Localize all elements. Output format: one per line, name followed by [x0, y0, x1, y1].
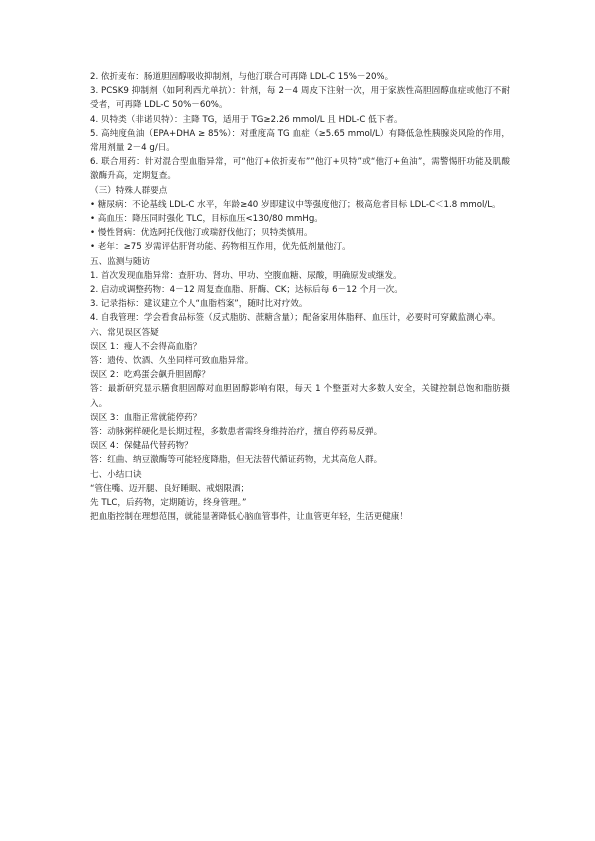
item-combination: 6. 联合用药：针对混合型血脂异常，可“他汀+依折麦布”“他汀+贝特”或“他汀+鱼油”，需警惕肝功能及肌酸激酶升高，定期复查。 [90, 157, 510, 182]
answer-1: 答：遗传、饮酒、久坐同样可致血脂异常。 [90, 356, 254, 367]
subsection-heading-special-groups: （三）特殊人群要点 [90, 185, 168, 196]
myth-3: 误区 3：血脂正常就能停药？ [90, 412, 202, 423]
section-heading-monitoring: 五、监测与随访 [90, 256, 151, 267]
document-page [90, 70, 510, 525]
item-elderly: • 老年：≥75 岁需评估肝肾功能、药物相互作用，优先低剂量他汀。 [90, 242, 351, 253]
myth-1: 误区 1：瘦人不会得高血脂？ [90, 341, 202, 352]
answer-2: 答：最新研究显示膳食胆固醇对血胆固醇影响有限，每天 1 个整蛋对大多数人安全，关键控制总饱和脂肪摄入。 [90, 384, 510, 409]
closing-line: 把血脂控制在理想范围，就能显著降低心脑血管事件，让血管更年轻，生活更健康！ [90, 512, 408, 523]
item-pcsk9: 3. PCSK9 抑制剂（如阿利西尤单抗）：针剂，每 2－4 周皮下注射一次，用于家族性高胆固醇血症或他汀不耐受者，可再降 LDL-C 50%－60%。 [90, 86, 510, 111]
item-fibrates: 4. 贝特类（非诺贝特）：主降 TG，适用于 TG≥2.26 mmol/L 且 HDL-C 低下者。 [90, 114, 403, 125]
item-ckd: • 慢性肾病：优选阿托伐他汀或瑞舒伐他汀；贝特类慎用。 [90, 228, 313, 239]
item-start-adjust: 2. 启动或调整药物：4－12 周复查血脂、肝酶、CK；达标后每 6－12 个月一次。 [90, 285, 403, 296]
mnemonic-line-2: 先 TLC，后药物，定期随访，终身管理。” [90, 498, 247, 509]
myth-4: 误区 4：保健品代替药物？ [90, 441, 193, 452]
item-self-manage: 4. 自我管理：学会看食品标签（反式脂肪、蔗糖含量）；配备家用体脂秤、血压计，必要时可穿戴监测心率。 [90, 313, 501, 324]
item-hypertension: • 高血压：降压同时强化 TLC，目标血压<130/80 mmHg。 [90, 214, 323, 225]
item-omega3: 5. 高纯度鱼油（EPA+DHA ≥ 85%）：对重度高 TG 血症（≥5.65 mmol/L）有降低急性胰腺炎风险的作用，常用剂量 2－4 g/日。 [90, 128, 510, 154]
section-heading-misconceptions: 六、常见误区答疑 [90, 327, 159, 338]
mnemonic-line-1: “管住嘴、迈开腿、良好睡眠、戒烟限酒； [90, 483, 250, 494]
item-diabetes: • 糖尿病：不论基线 LDL-C 水平，年龄≥40 岁即建议中等强度他汀；极高危者目标 LDL-C＜1.8 mmol/L。 [90, 199, 501, 210]
myth-2: 误区 2：吃鸡蛋会飙升胆固醇？ [90, 370, 210, 381]
answer-4: 答：红曲、纳豆激酶等可能轻度降脂，但无法替代循证药物，尤其高危人群。 [90, 455, 383, 466]
item-first-finding: 1. 首次发现血脂异常：查肝功、肾功、甲功、空腹血糖、尿酸，明确原发或继发。 [90, 270, 402, 281]
section-heading-summary: 七、小结口诀 [90, 469, 142, 480]
item-ezetimibe: 2. 依折麦布：肠道胆固醇吸收抑制剂，与他汀联合可再降 LDL-C 15%－20%。 [90, 72, 394, 82]
item-record: 3. 记录指标：建议建立个人“血脂档案”，随时比对疗效。 [90, 299, 308, 310]
answer-3: 答：动脉粥样硬化是长期过程，多数患者需终身维持治疗，擅自停药易反弹。 [90, 427, 383, 438]
